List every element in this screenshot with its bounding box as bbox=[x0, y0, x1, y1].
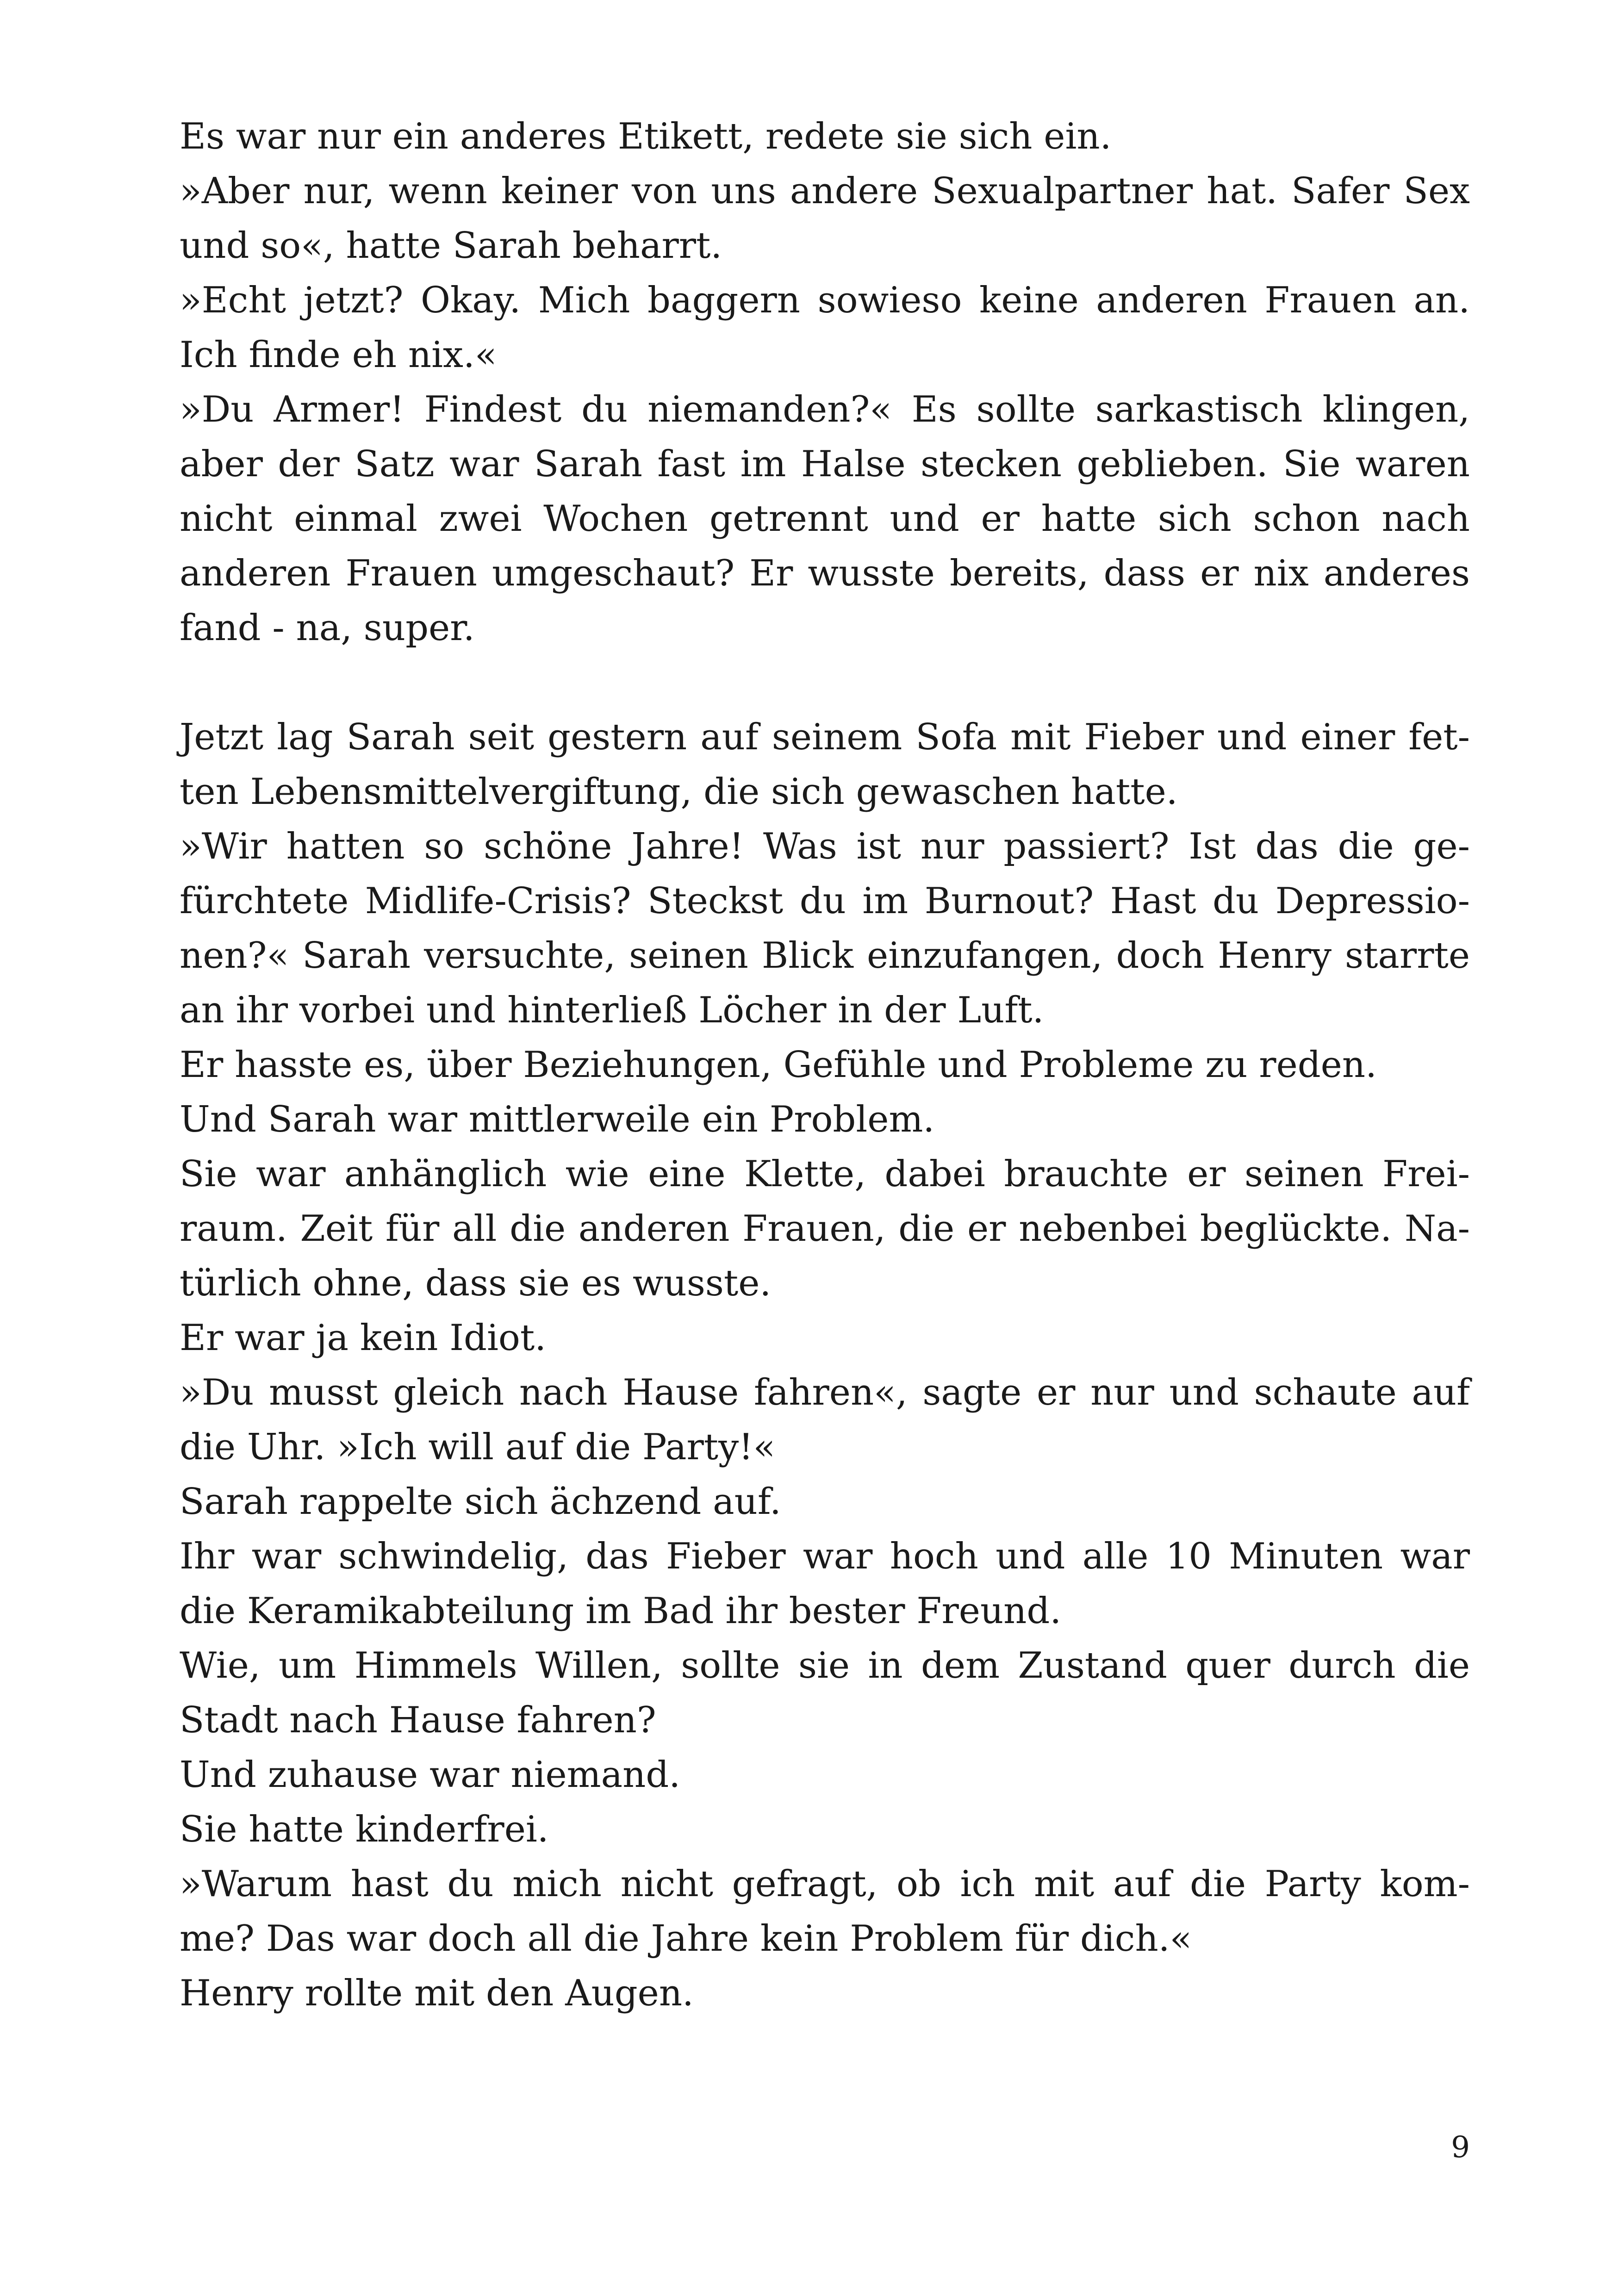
text-line: »Echt jetzt? Okay. Mich baggern sowieso keine anderen Frauen an. bbox=[180, 280, 1470, 321]
text-line: Stadt nach Hause fahren? bbox=[180, 1699, 656, 1741]
text-line: türlich ohne, dass sie es wusste. bbox=[180, 1263, 772, 1304]
text-line: nicht einmal zwei Wochen getrennt und er hatte sich schon nach bbox=[180, 498, 1470, 540]
text-line: Es war nur ein anderes Etikett, redete sie sich ein. bbox=[180, 116, 1112, 157]
text-line: Wie, um Himmels Willen, sollte sie in dem Zustand quer durch die bbox=[180, 1645, 1470, 1686]
text-line: Ich finde eh nix.« bbox=[180, 334, 497, 376]
text-line: Sie war anhänglich wie eine Klette, dabei brauchte er seinen Frei- bbox=[180, 1153, 1470, 1195]
text-line: Ihr war schwindelig, das Fieber war hoch und alle 10 Minuten war bbox=[180, 1536, 1470, 1577]
text-line: Henry rollte mit den Augen. bbox=[180, 1972, 694, 2014]
text-line: und so«, hatte Sarah beharrt. bbox=[180, 225, 722, 267]
text-line: »Aber nur, wenn keiner von uns andere Sexualpartner hat. Safer Sex bbox=[180, 170, 1470, 212]
text-line: Sarah rappelte sich ächzend auf. bbox=[180, 1481, 781, 1523]
text-line: aber der Satz war Sarah fast im Halse stecken geblieben. Sie waren bbox=[180, 443, 1470, 485]
text-line: fürchtete Midlife-Crisis? Steckst du im Burnout? Hast du Depressio- bbox=[180, 880, 1470, 922]
body-text bbox=[180, 109, 1470, 2021]
text-line: »Warum hast du mich nicht gefragt, ob ich mit auf die Party kom- bbox=[180, 1863, 1470, 1905]
text-line: raum. Zeit für all die anderen Frauen, die er nebenbei beglückte. Na- bbox=[180, 1208, 1470, 1250]
text-line: die Keramikabteilung im Bad ihr bester Freund. bbox=[180, 1590, 1062, 1632]
text-line: die Uhr. »Ich will auf die Party!« bbox=[180, 1426, 776, 1468]
text-line: Er war ja kein Idiot. bbox=[180, 1317, 547, 1359]
text-line: »Du Armer! Findest du niemanden?« Es sollte sarkastisch klingen, bbox=[180, 389, 1470, 430]
text-line: Er hasste es, über Beziehungen, Gefühle und Probleme zu reden. bbox=[180, 1044, 1377, 1086]
text-line: nen?« Sarah versuchte, seinen Blick einzufangen, doch Henry starrte bbox=[180, 935, 1470, 977]
text-line: anderen Frauen umgeschaut? Er wusste bereits, dass er nix anderes bbox=[180, 553, 1470, 594]
paragraph-gap bbox=[180, 655, 1470, 710]
text-line: me? Das war doch all die Jahre kein Problem für dich.« bbox=[180, 1918, 1192, 1960]
text-line: »Wir hatten so schöne Jahre! Was ist nur passiert? Ist das die ge- bbox=[180, 826, 1470, 867]
text-line: Sie hatte kinderfrei. bbox=[180, 1809, 549, 1850]
page-number: 9 bbox=[1451, 2130, 1470, 2165]
text-line: an ihr vorbei und hinterließ Löcher in der Luft. bbox=[180, 989, 1044, 1031]
text-line: Und zuhause war niemand. bbox=[180, 1754, 681, 1796]
text-line: Und Sarah war mittlerweile ein Problem. bbox=[180, 1099, 935, 1140]
text-line: ten Lebensmittelvergiftung, die sich gewaschen hatte. bbox=[180, 771, 1178, 813]
text-line: Jetzt lag Sarah seit gestern auf seinem Sofa mit Fieber und einer fet- bbox=[180, 716, 1470, 758]
text-line: »Du musst gleich nach Hause fahren«, sagte er nur und schaute auf bbox=[180, 1372, 1470, 1413]
text-line: fand - na, super. bbox=[180, 607, 475, 649]
